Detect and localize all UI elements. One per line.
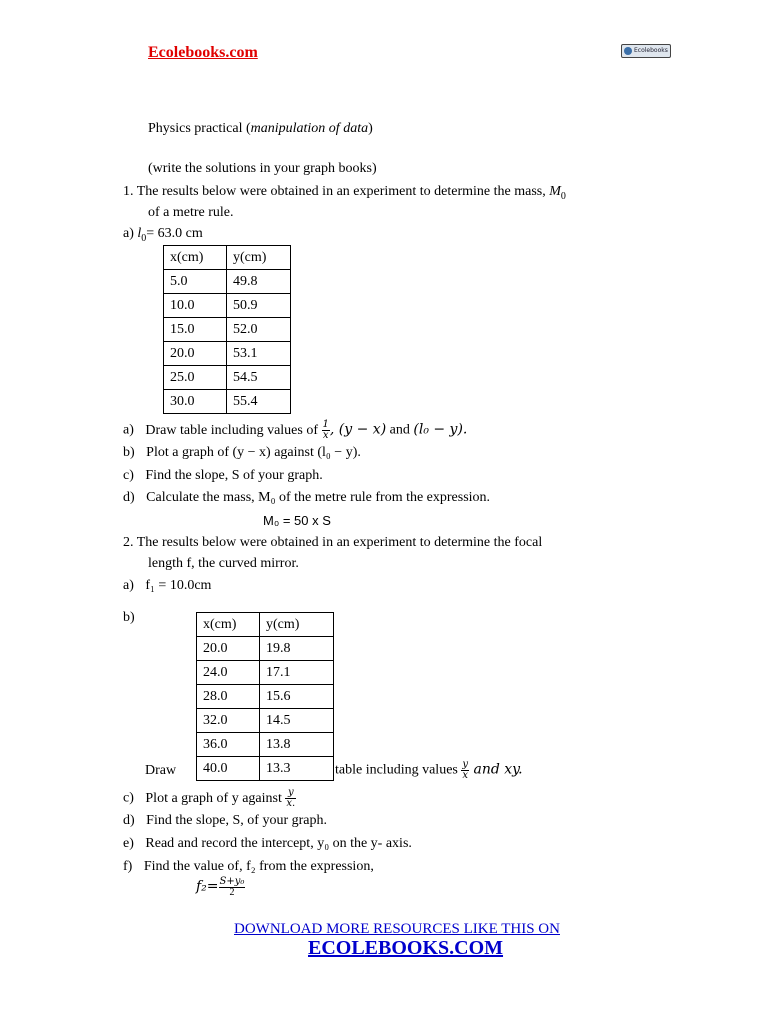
q1-formula: M₀ = 50 x S [263,513,331,528]
table-header-row [197,613,334,637]
q1-header-x: x(cm) [164,246,227,270]
q1-item-c [123,467,323,485]
table-cell: 25.0 [164,366,227,390]
q2-item-e [123,835,412,853]
download-link[interactable]: DOWNLOAD MORE RESOURCES LIKE THIS ON [234,921,560,937]
q1-table [163,245,291,414]
table-cell: 40.0 [197,757,260,781]
logo-text: Ecolebooks [634,47,668,54]
page-title [148,120,373,138]
table-cell: 19.8 [260,637,334,661]
table-row [164,342,291,366]
item-text: f₁ = 10.0cm [145,578,212,593]
q2-item-c [123,788,296,809]
q1-given-label: a) [123,226,138,241]
table-row [197,733,334,757]
table-row [197,757,334,781]
table-cell: 14.5 [260,709,334,733]
table-cell: 20.0 [164,342,227,366]
title-italic: manipulation of data [250,121,369,136]
q2-header-x: x(cm) [197,613,260,637]
table-cell: 5.0 [164,270,227,294]
item-and: and [386,422,414,438]
item-text: Plot a graph of y against [145,790,286,806]
table-cell: 55.4 [227,390,291,414]
q1-intro-text: 1. The results below were obtained in an experiment to determine the mass, [123,184,550,199]
table-cell: 54.5 [227,366,291,390]
table-cell: 15.6 [260,685,334,709]
table-cell: 32.0 [197,709,260,733]
fraction-num: y [285,788,296,799]
q2-formula [196,877,245,898]
q2-item-b-label: b) [123,610,135,625]
table-cell: 49.8 [227,270,291,294]
table-cell: 10.0 [164,294,227,318]
fraction [219,877,246,898]
fraction-num: y [462,759,469,770]
item-text: table including values [335,762,462,778]
fraction-num: S+y₀ [219,876,245,887]
table-cell: 13.3 [260,757,334,781]
q1-intro-line1 [123,183,566,206]
q2-item-d [123,812,327,830]
q2-draw-line [335,760,523,781]
q2-item-f [123,858,374,876]
table-row [197,709,334,733]
item-label: f) [123,859,133,874]
q1-given-symbol: l [137,226,142,241]
item-label: e) [123,836,134,851]
instruction: (write the solutions in your graph books) [148,161,377,176]
table-cell: 15.0 [164,318,227,342]
item-text: Plot a graph of (y − x) against (l₀ − y). [146,445,361,460]
q1-given-sub: 0 [141,232,147,244]
item-label: d) [123,490,135,505]
fraction-num: 1 [322,419,329,430]
q2-draw-left: Draw [145,763,177,778]
fraction [461,760,469,781]
q2-header-y: y(cm) [260,613,334,637]
q1-mass-symbol: M [549,184,561,199]
table-cell: 30.0 [164,390,227,414]
ecolebooks-link[interactable]: ECOLEBOOKS.COM [308,937,504,959]
item-label: a) [123,578,134,593]
fraction-den: x. [286,798,296,809]
q1-mass-sub: 0 [560,190,566,202]
table-cell: 24.0 [197,661,260,685]
item-text: Calculate the mass, M₀ of the metre rule from the expression. [146,490,491,505]
table-row [164,270,291,294]
table-row [197,685,334,709]
table-cell: 50.9 [227,294,291,318]
table-cell: 36.0 [197,733,260,757]
table-row [164,366,291,390]
table-cell: 53.1 [227,342,291,366]
item-math: and xy. [469,761,523,778]
table-cell: 20.0 [197,637,260,661]
table-cell: 13.8 [260,733,334,757]
item-text: Find the slope, S, of your graph. [146,813,327,828]
item-label: d) [123,813,135,828]
fraction-den: 2 [229,887,235,898]
q1-item-b [123,444,361,462]
site-name[interactable]: Ecolebooks.com [148,44,258,61]
formula-lhs: f₂= [196,878,219,895]
item-text: Read and record the intercept, y₀ on the y- axis. [145,836,412,851]
table-row [164,390,291,414]
item-math-end: (l₀ − y). [413,421,468,438]
table-row [164,294,291,318]
q2-intro-line2: length f, the curved mirror. [148,556,299,571]
fraction [285,788,296,809]
q1-item-a [123,420,467,441]
item-text: Draw table including values of [145,422,322,438]
item-math: , (y − x) [329,421,387,438]
ecolebooks-logo [621,44,671,58]
logo-icon [624,47,632,55]
fraction-den: x [322,430,329,441]
table-cell: 28.0 [197,685,260,709]
item-label: c) [123,468,134,483]
q1-given-value: = 63.0 cm [146,226,203,241]
q2-table [196,612,334,781]
q2-item-a [123,577,211,595]
item-label: c) [123,790,134,806]
item-text: Find the slope, S of your graph. [145,468,323,483]
table-header-row [164,246,291,270]
fraction-den: x [462,770,468,781]
table-row [164,318,291,342]
title-suffix: ) [368,121,373,136]
item-label: b) [123,445,135,460]
fraction [322,420,330,441]
table-cell: 52.0 [227,318,291,342]
q1-intro-line2: of a metre rule. [148,205,234,220]
item-text: Find the value of, f₂ from the expression, [143,859,374,874]
table-row [197,637,334,661]
item-label: a) [123,422,134,438]
title-prefix: Physics practical ( [148,121,251,136]
q1-header-y: y(cm) [227,246,291,270]
table-row [197,661,334,685]
table-cell: 17.1 [260,661,334,685]
q1-item-d [123,489,490,507]
q2-intro-line1: 2. The results below were obtained in an experiment to determine the focal [123,535,543,550]
